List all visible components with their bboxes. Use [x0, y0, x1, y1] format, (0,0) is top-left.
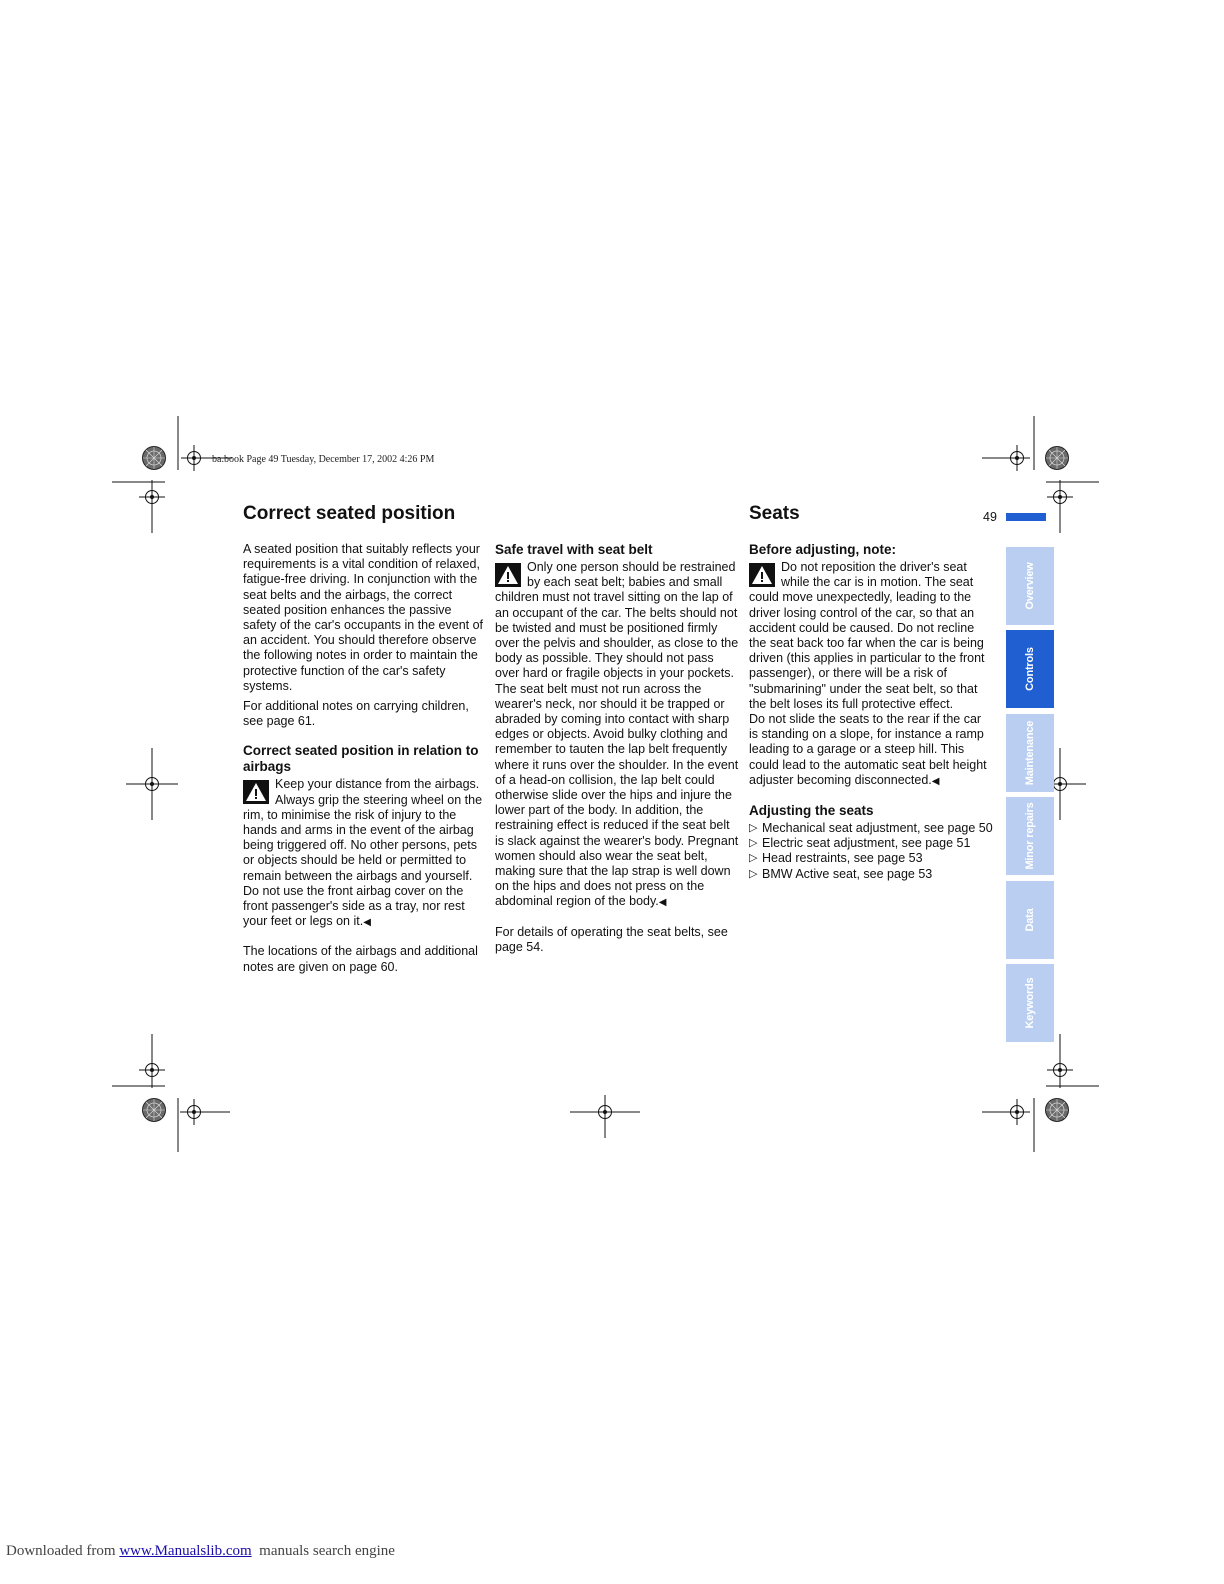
- seat-slope-warning-body: Do not slide the seats to the rear if the car is standing on a slope, for instance a ramp leading to a garage or a steep hill. This could lead to the automatic seat belt height adjuster becoming disconnected.: [749, 712, 987, 787]
- warning-triangle-icon: [749, 563, 775, 587]
- warning-triangle-icon: [495, 563, 521, 587]
- end-of-warning-icon: ◀: [658, 897, 667, 909]
- footer-suffix: manuals search engine: [251, 1543, 395, 1559]
- seat-belt-details-note: For details of operating the seat belts, see page 54.: [495, 924, 728, 954]
- tab-maintenance[interactable]: [1006, 714, 1054, 792]
- list-item-text: Electric seat adjustment, see page 51: [762, 836, 971, 851]
- seat-belt-warning: [495, 560, 739, 911]
- tab-label: Maintenance: [1024, 720, 1036, 786]
- tab-data[interactable]: [1006, 881, 1054, 959]
- manualslib-link[interactable]: www.Manualslib.com: [119, 1543, 252, 1559]
- column-2: [495, 542, 739, 960]
- seat-belt-warning-text: Only one person should be restrained by each seat belt; babies and small children must not travel sitting on the lap of an occupant of the car. The belts should not be twisted and must be positioned firmly over the pelvis and shoulder, as close to the body as possible. They should not pass over hard or fragile objects in your pockets. The seat belt must not run across the wearer's neck, nor should it be trapped or abraded by coming into contact with sharp edges or objects. Avoid bulky clothing and remember to tauten the lap belt frequently where it runs over the shoulder. In the event of a head-on collision, the lap belt could otherwise slide over the hips and injure the lower part of the body. In addition, the restraining effect is reduced if the seat belt is slack against the wearer's body. Pregnant women should also wear the seat belt, making sure that the lap strap is well down on the hips and does not press on the abdominal region of the body.: [495, 560, 739, 909]
- page-number: 49: [983, 510, 997, 524]
- airbags-warning: [243, 777, 487, 930]
- seat-belt-heading: Safe travel with seat belt: [495, 542, 653, 557]
- children-note: For additional notes on carrying children, see page 61.: [243, 699, 469, 729]
- end-of-warning-icon: ◀: [363, 917, 371, 929]
- adjusting-seats-list: [749, 821, 993, 882]
- list-item: [749, 851, 993, 866]
- airbags-warning-text: Keep your distance from the airbags. Always grip the steering wheel on the rim, to minimise the risk of injury to the hands and arms in the event of the airbag being triggered off. No other persons, pets or objects should be held or permitted to remain between the airbags and yourself. Do not use the front airbag cover on the front passenger's side as a tray, nor rest your feet or legs on it.: [243, 777, 483, 929]
- intro-paragraph: A seated position that suitably reflects your requirements is a vital condition of relaxed, fatigue-free driving. In conjunction with the seat belts and the airbags, the correct seated position enhances the passive safety of the car's occupants in the event of an accident. You should therefore observe the following notes in order to maintain the protective function of the car's safety systems.: [243, 542, 484, 693]
- triangle-bullet-icon: ▷: [749, 852, 758, 865]
- list-item: [749, 836, 993, 851]
- list-item-text: Head restraints, see page 53: [762, 851, 923, 866]
- list-item: [749, 867, 993, 882]
- list-item: [749, 821, 993, 836]
- book-header: ba.book Page 49 Tuesday, December 17, 2002 4:26 PM: [212, 454, 435, 465]
- print-dial-bottom-left: [143, 1099, 166, 1122]
- tab-label: Keywords: [1024, 977, 1036, 1029]
- tab-label: Overview: [1024, 562, 1036, 610]
- tab-label: Minor repairs: [1024, 802, 1036, 870]
- column-3: [749, 542, 993, 882]
- end-of-warning-icon: ◀: [931, 775, 940, 787]
- tab-keywords[interactable]: [1006, 964, 1054, 1042]
- seat-adjust-warning: [749, 560, 993, 789]
- footer-prefix: Downloaded from: [6, 1543, 120, 1559]
- tab-overview[interactable]: [1006, 547, 1054, 625]
- triangle-bullet-icon: ▷: [749, 867, 758, 880]
- print-dial-bottom-right: [1046, 1099, 1069, 1122]
- list-item-text: BMW Active seat, see page 53: [762, 866, 933, 881]
- airbags-heading: Correct seated position in relation to airbags: [243, 743, 479, 775]
- triangle-bullet-icon: ▷: [749, 837, 758, 850]
- column-1: [243, 542, 487, 980]
- tab-minor-repairs[interactable]: [1006, 797, 1054, 875]
- warning-triangle-icon: [243, 780, 269, 804]
- page-title-right: Seats: [749, 503, 800, 524]
- page-title-left: Correct seated position: [243, 503, 456, 524]
- seat-adjust-warning-text: Do not reposition the driver's seat while the car is in motion. The seat could move unexpectedly, leading to the driver losing control of the car, so that an accident could be caused. Do not recline the seat back too far when the car is being driven (this applies in particular to the front passenger), or there will be a risk of "submarining" under the seat belt, so that the belt loses its full protective effect.: [749, 560, 985, 711]
- page-number-bar: [1006, 513, 1046, 521]
- before-adjusting-heading: Before adjusting, note:: [749, 542, 897, 557]
- print-dial-top-left: [143, 447, 166, 470]
- download-footer: [6, 1543, 395, 1560]
- triangle-bullet-icon: ▷: [749, 822, 758, 835]
- tab-controls[interactable]: [1006, 630, 1054, 708]
- seat-slope-warning-text: [749, 712, 993, 789]
- airbags-locations-note: The locations of the airbags and additional notes are given on page 60.: [243, 944, 478, 974]
- tab-label: Data: [1024, 908, 1036, 932]
- print-dial-top-right: [1046, 447, 1069, 470]
- adjusting-seats-heading: Adjusting the seats: [749, 803, 874, 819]
- list-item-text: Mechanical seat adjustment, see page 50: [762, 821, 993, 836]
- tab-label: Controls: [1024, 647, 1036, 691]
